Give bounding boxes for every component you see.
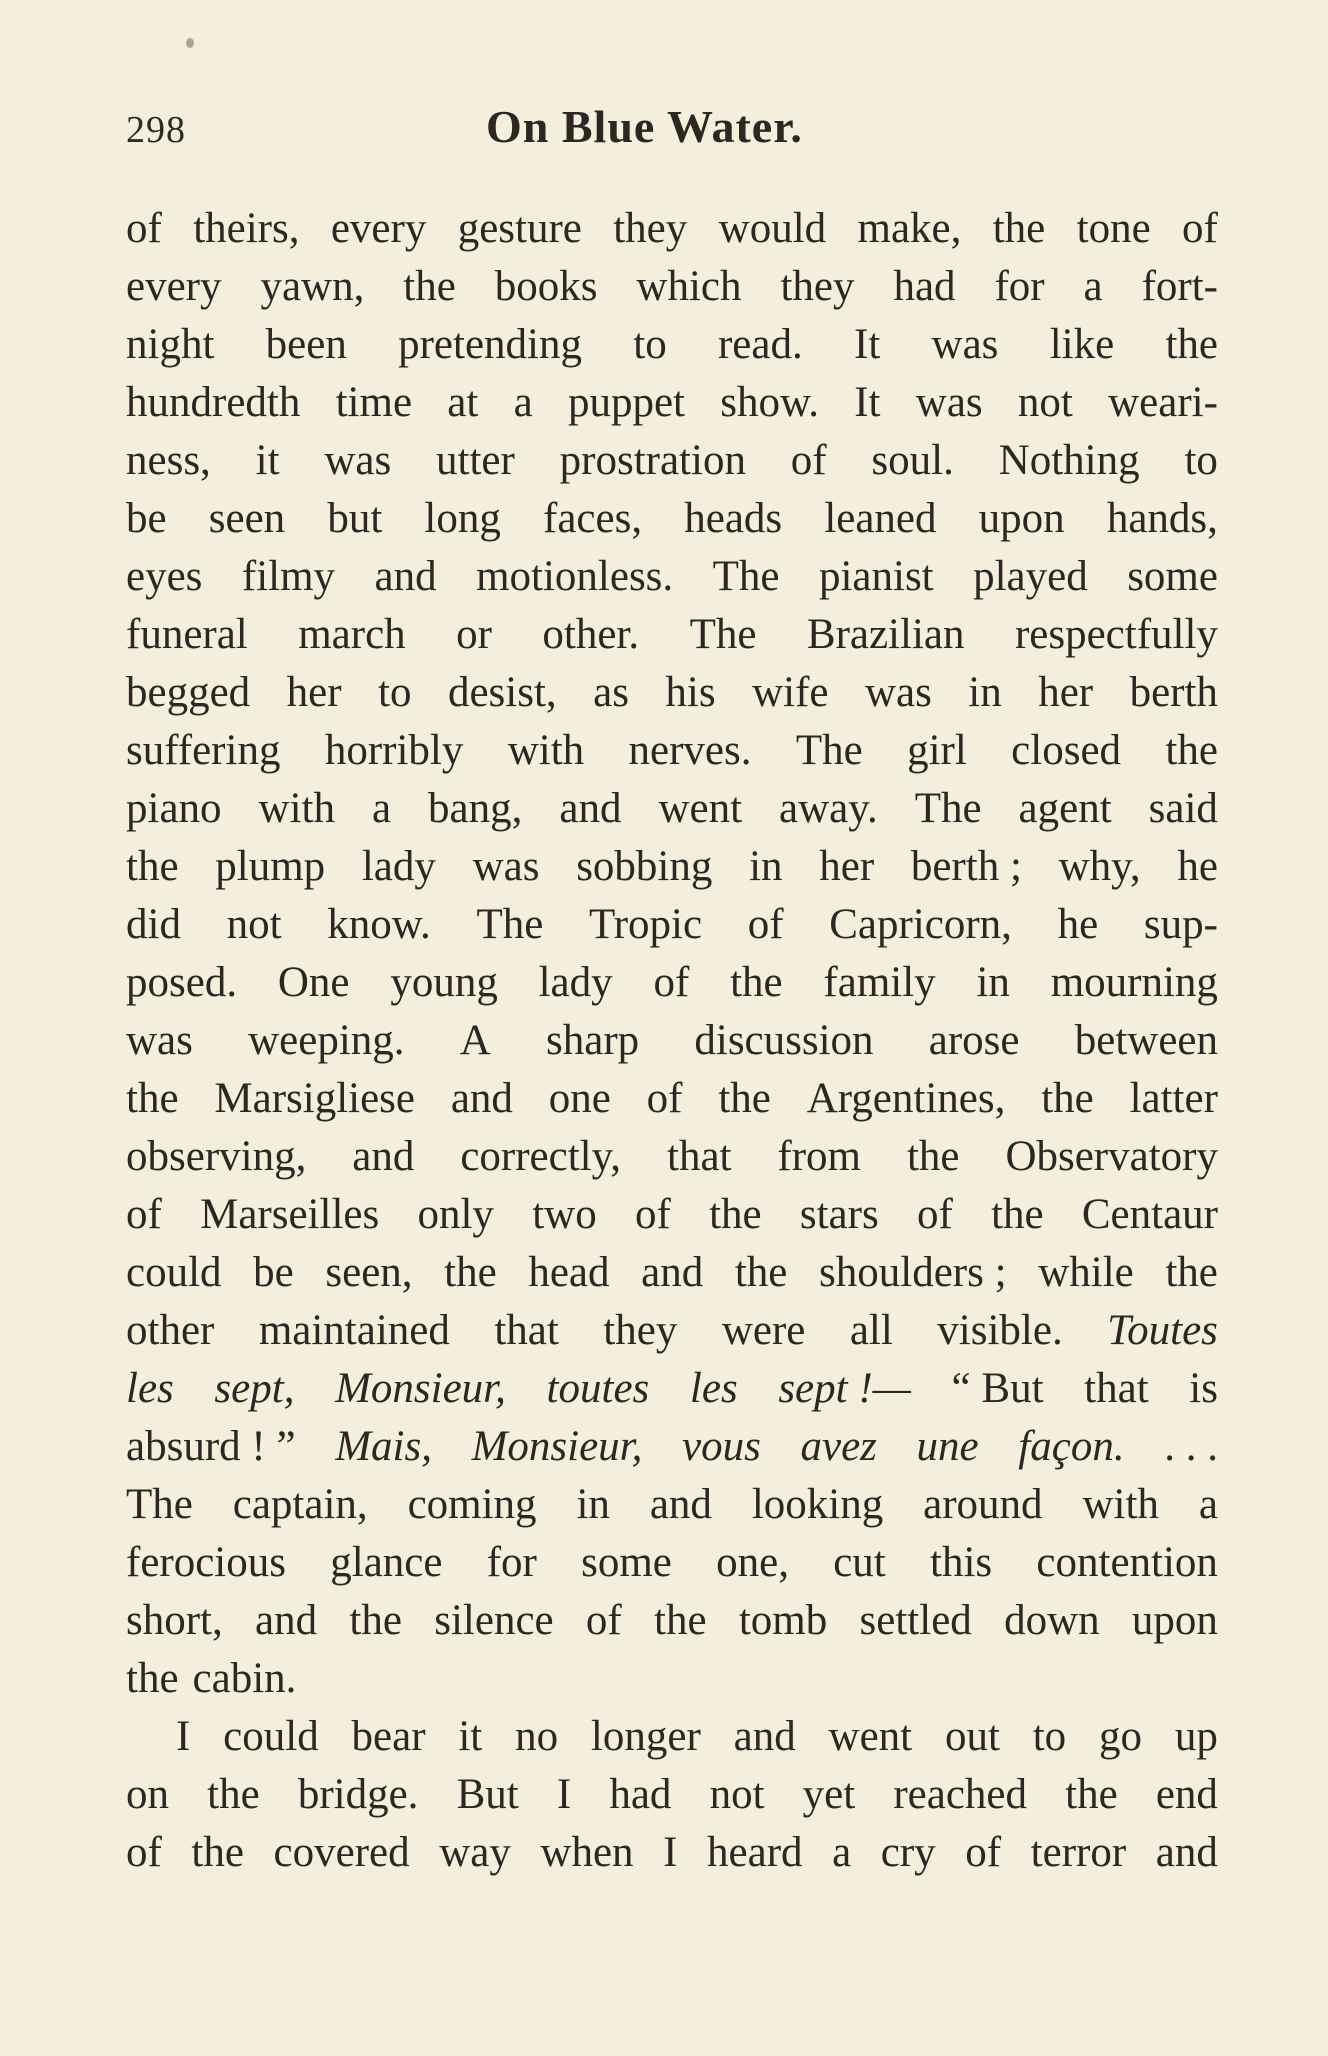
word: “ But [951,1365,1044,1412]
word: like [1049,321,1115,368]
word: her [819,843,875,890]
word: why, [1058,843,1141,890]
text-line [126,1128,1218,1186]
word: yet [802,1771,856,1818]
word: bridge. [297,1771,419,1818]
text-line [126,896,1218,954]
word: yawn, [260,263,365,310]
word: I [663,1829,678,1876]
word: his [665,669,716,716]
word: this [930,1539,993,1586]
word: went [658,785,743,832]
word: It [854,321,881,368]
word: every [126,263,222,310]
word: horribly [324,727,464,774]
word: heard [707,1829,803,1876]
text-line [126,1650,1218,1708]
word: glance [330,1539,443,1586]
word: could [126,1249,222,1296]
text-line [126,316,1218,374]
word: in [576,1481,610,1528]
text-line [126,780,1218,838]
text-line [126,1360,1218,1418]
word: time [335,379,413,426]
word: as [593,669,629,716]
ink-speck [186,38,194,48]
text-line [126,1592,1218,1650]
word: latter [1129,1075,1218,1122]
word: it [458,1713,483,1760]
word: her [286,669,342,716]
word: and [649,1481,712,1528]
word: desist, [447,669,557,716]
word: with [1082,1481,1159,1528]
word: other [126,1307,215,1354]
text-line [126,374,1218,432]
word: which [636,263,742,310]
word: the [444,1249,497,1296]
word: absurd ! ” [126,1423,296,1470]
word: respectfully [1014,611,1218,658]
word: the [126,1655,179,1702]
word: closed [1011,727,1122,774]
word: and [641,1249,704,1296]
text-line [126,432,1218,490]
word: the [349,1597,402,1644]
word: that [494,1307,559,1354]
word: a [371,785,392,832]
text-line [126,1012,1218,1070]
word: observing, [126,1133,307,1180]
word: from [777,1133,862,1180]
word: of [585,1597,622,1644]
word: wife [752,669,829,716]
word: way [439,1829,511,1876]
word: young [390,959,498,1006]
word: faces, [543,495,643,542]
word: march [298,611,406,658]
word: Marseilles [200,1191,380,1238]
word: on [126,1771,169,1818]
word: . . . [1164,1423,1218,1470]
word: façon. [1018,1423,1125,1470]
word: les [689,1365,738,1412]
word: the [709,1191,762,1238]
word: in [749,843,783,890]
word: funeral [126,611,248,658]
word: in [968,669,1002,716]
word: her [1038,669,1094,716]
word: avez [800,1423,877,1470]
word: was [324,437,392,484]
word: Nothing [998,437,1140,484]
word: been [265,321,347,368]
word: other. [542,611,640,658]
word: prostration [559,437,746,484]
word: heads [684,495,783,542]
text-line [126,1418,1218,1476]
word: to [633,321,667,368]
word: of [126,1191,162,1238]
word: and [1155,1829,1218,1876]
word: correctly, [460,1133,622,1180]
word: of [790,437,827,484]
word: Centaur [1081,1191,1218,1238]
word: suffering [126,727,281,774]
word: know. [327,901,431,948]
word: The [476,901,544,948]
word: had [609,1771,672,1818]
word: fort- [1141,263,1218,310]
word: it [255,437,280,484]
word: to [1184,437,1218,484]
word: and [255,1597,318,1644]
word: berth ; [910,843,1022,890]
word: away. [779,785,878,832]
word: of [126,205,162,252]
word: The [689,611,757,658]
word: maintained [258,1307,450,1354]
word: looking [751,1481,884,1528]
text-line [126,954,1218,1012]
word: family [823,959,936,1006]
word: weeping. [248,1017,405,1064]
word: that [667,1133,732,1180]
word: is [1189,1365,1218,1412]
word: nerves. [628,727,752,774]
word: Toutes [1107,1307,1218,1354]
text-line [126,1186,1218,1244]
text-line [126,1302,1218,1360]
word: soul. [871,437,954,484]
word: and [374,553,437,600]
running-title: On Blue Water. [486,101,803,152]
word: The [914,785,982,832]
text-line [126,1708,1218,1766]
word: the [126,843,179,890]
word: arose [928,1017,1020,1064]
word: sup- [1143,901,1218,948]
word: of [1182,205,1218,252]
word: and [352,1133,415,1180]
word: plump [215,843,326,890]
word: ferocious [126,1539,286,1586]
word: could [223,1713,319,1760]
word: Mais, [335,1423,432,1470]
text-line [126,664,1218,722]
word: one [548,1075,611,1122]
word: with [507,727,585,774]
word: The [795,727,863,774]
word: between [1074,1017,1218,1064]
word: to [378,669,412,716]
word: I [556,1771,572,1818]
word: had [893,263,956,310]
word: a [1083,263,1103,310]
word: theirs, [193,205,300,252]
word: long [424,495,501,542]
word: be [126,495,167,542]
word: two [532,1191,597,1238]
word: and [733,1713,796,1760]
word: upon [978,495,1065,542]
word: reached [893,1771,1028,1818]
word: and [559,785,622,832]
word: les [126,1365,174,1412]
word: hands, [1106,495,1218,542]
word: hundredth [126,379,301,426]
word: A [459,1017,491,1064]
word: captain, [232,1481,368,1528]
text-line [126,548,1218,606]
word: the [1065,1771,1118,1818]
word: covered [273,1829,410,1876]
word: Tropic [588,901,703,948]
word: ness, [126,437,211,484]
word: did [126,901,181,948]
word: were [721,1307,806,1354]
word: end [1155,1771,1218,1818]
word: the [654,1597,707,1644]
word: silence [434,1597,554,1644]
word: and [450,1075,513,1122]
word: played [973,553,1088,600]
word: cabin. [192,1655,297,1702]
word: coming [407,1481,537,1528]
text-line [126,200,1218,258]
word: they [780,263,855,310]
word: some [1127,553,1218,600]
word: tomb [738,1597,828,1644]
word: piano [126,785,222,832]
word: bang, [428,785,523,832]
word: pretending [398,321,582,368]
word: the [992,205,1046,252]
word: lady [538,959,613,1006]
word: Marsigliese [214,1075,415,1122]
word: out [944,1713,1000,1760]
word: when [540,1829,634,1876]
word: for [994,263,1045,310]
word: utter [436,437,515,484]
word: went [828,1713,913,1760]
word: was [931,321,999,368]
word: posed. [126,959,238,1006]
word: every [330,205,427,252]
word: But [456,1771,519,1818]
running-head [126,100,1216,160]
word: Brazilian [806,611,965,658]
word: upon [1131,1597,1218,1644]
word: settled [859,1597,972,1644]
word: Observatory [1005,1133,1218,1180]
word: they [603,1307,678,1354]
word: tone [1076,205,1151,252]
word: begged [126,669,251,716]
word: It [854,379,881,426]
word: agent [1018,785,1112,832]
word: was [915,379,983,426]
word: he [1177,843,1218,890]
page-number: 298 [126,109,186,151]
word: cry [880,1829,936,1876]
word: the [1165,727,1218,774]
word: leaned [824,495,937,542]
word: bear [351,1713,426,1760]
word: a [832,1829,852,1876]
text-line [126,490,1218,548]
text-line [126,722,1218,780]
word: to [1032,1713,1067,1760]
word: at [447,379,479,426]
word: of [747,901,784,948]
text-line [126,1476,1218,1534]
text-line [126,1766,1218,1824]
word: read. [717,321,803,368]
word: said [1148,785,1218,832]
word: sobbing [576,843,713,890]
word: one, [716,1539,789,1586]
word: Monsieur, [335,1365,506,1412]
word: seen [208,495,286,542]
word: short, [126,1597,223,1644]
word: of [965,1829,1002,1876]
word: down [1004,1597,1100,1644]
word: the [730,959,783,1006]
word: Argentines, [806,1075,1006,1122]
word: mourning [1050,959,1218,1006]
word: they [613,205,688,252]
word: not [709,1771,765,1818]
text-line [126,1824,1218,1882]
word: filmy [241,553,336,600]
word: go [1099,1713,1143,1760]
word: discussion [694,1017,874,1064]
word: motionless. [476,553,674,600]
word: make, [857,205,962,252]
word: he [1057,901,1099,948]
word: seen, [325,1249,413,1296]
word: visible. [937,1307,1063,1354]
word: the [734,1249,788,1296]
word: of [646,1075,683,1122]
word: puppet [567,379,685,426]
word: with [258,785,335,832]
word: sharp [546,1017,640,1064]
word: for [486,1539,537,1586]
word: the [906,1133,960,1180]
word: Capricorn, [829,901,1012,948]
word: the [991,1191,1044,1238]
word: the [207,1771,260,1818]
word: was [126,1017,193,1064]
word: girl [907,727,967,774]
word: up [1174,1713,1218,1760]
word: not [226,901,282,948]
word: only [417,1191,494,1238]
word: while [1038,1249,1134,1296]
word: lady [361,843,436,890]
word: the [1041,1075,1094,1122]
word: shoulders ; [819,1249,1007,1296]
word: une [916,1423,979,1470]
text-line [126,838,1218,896]
word: Monsieur, [471,1423,643,1470]
word: of [916,1191,953,1238]
word: One [277,959,350,1006]
word: of [653,959,690,1006]
word: stars [799,1191,879,1238]
word: gesture [457,205,582,252]
word: pianist [818,553,934,600]
text-line [126,1534,1218,1592]
word: in [976,959,1010,1006]
word: the [718,1075,771,1122]
word: books [494,263,598,310]
word: a [1198,1481,1218,1528]
word: I [176,1713,191,1760]
word: longer [590,1713,701,1760]
word: night [126,321,215,368]
text-line [126,258,1218,316]
word: terror [1030,1829,1127,1876]
word: sept !— [778,1365,911,1412]
word: of [634,1191,671,1238]
word: cut [833,1539,886,1586]
word: was [472,843,540,890]
word: show. [720,379,819,426]
word: the [1165,1249,1218,1296]
word: toutes [546,1365,650,1412]
text-line [126,1070,1218,1128]
word: some [581,1539,672,1586]
word: no [515,1713,559,1760]
word: be [253,1249,294,1296]
word: not [1017,379,1073,426]
word: eyes [126,553,203,600]
word: The [712,553,780,600]
word: but [327,495,383,542]
word: would [718,205,827,252]
word: The [126,1481,193,1528]
word: vous [682,1423,761,1470]
word: berth [1129,669,1218,716]
word: head [528,1249,610,1296]
word: was [864,669,932,716]
text-line [126,1244,1218,1302]
word: all [849,1307,893,1354]
word: sept, [214,1365,295,1412]
word: weari- [1108,379,1218,426]
word: around [923,1481,1043,1528]
text-line [126,606,1218,664]
word: the [191,1829,244,1876]
word: the [1165,321,1218,368]
word: the [126,1075,179,1122]
body-text [126,200,1218,1882]
word: contention [1036,1539,1218,1586]
word: that [1084,1365,1149,1412]
word: or [456,611,492,658]
word: of [126,1829,162,1876]
word: a [513,379,533,426]
word: the [403,263,456,310]
